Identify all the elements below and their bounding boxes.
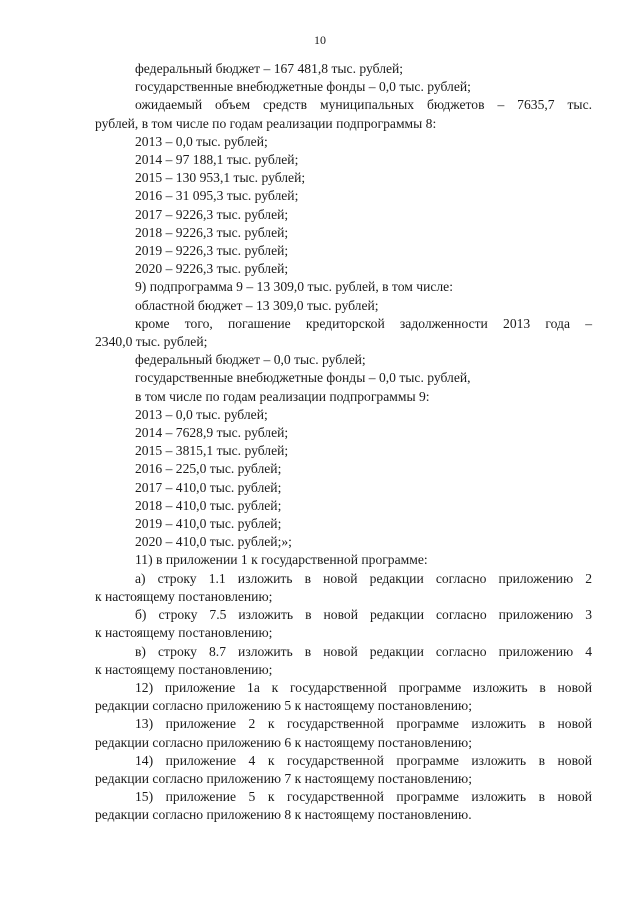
paragraph: государственные внебюджетные фонды – 0,0 тыс. рублей; — [135, 79, 471, 95]
paragraph-continuation: редакции согласно приложению 7 к настоящему постановлению; — [95, 770, 472, 786]
paragraph — [95, 96, 592, 132]
paragraph-line: б) строку 7.5 изложить в новой редакции согласно приложению 3 — [135, 607, 592, 623]
paragraph: 2019 – 410,0 тыс. рублей; — [135, 516, 282, 532]
paragraph: государственные внебюджетные фонды – 0,0 тыс. рублей, — [135, 370, 471, 386]
paragraph: 2014 – 7628,9 тыс. рублей; — [135, 425, 289, 441]
paragraph: в том числе по годам реализации подпрограммы 9: — [135, 388, 430, 404]
paragraph-continuation: 2340,0 тыс. рублей; — [95, 334, 208, 350]
paragraph-line: а) строку 1.1 изложить в новой редакции согласно приложению 2 — [135, 570, 592, 586]
paragraph: 2014 – 97 188,1 тыс. рублей; — [135, 152, 299, 168]
paragraph: федеральный бюджет – 167 481,8 тыс. рублей; — [135, 61, 404, 76]
paragraph: 2015 – 130 953,1 тыс. рублей; — [135, 170, 306, 186]
paragraph: 9) подпрограмма 9 – 13 309,0 тыс. рублей, в том числе: — [135, 279, 453, 295]
page-number: 10 — [314, 33, 326, 47]
paragraph — [95, 715, 592, 751]
paragraph: 2013 – 0,0 тыс. рублей; — [135, 133, 268, 149]
paragraph: 2018 – 410,0 тыс. рублей; — [135, 497, 282, 513]
paragraph — [95, 570, 592, 606]
paragraph — [95, 679, 592, 715]
paragraph-line: 12) приложение 1а к государственной программе изложить в новой — [135, 679, 592, 695]
paragraph-line: 14) приложение 4 к государственной программе изложить в новой — [135, 752, 592, 768]
paragraph-line: 13) приложение 2 к государственной программе изложить в новой — [135, 716, 592, 732]
paragraph-continuation: к настоящему постановлению; — [95, 588, 273, 604]
paragraph: 2016 – 31 095,3 тыс. рублей; — [135, 188, 299, 204]
paragraph-continuation: к настоящему постановлению; — [95, 625, 273, 641]
paragraph — [95, 752, 592, 788]
paragraph: 2017 – 9226,3 тыс. рублей; — [135, 206, 289, 222]
paragraph — [95, 643, 592, 679]
paragraph-line: в) строку 8.7 изложить в новой редакции согласно приложению 4 — [135, 643, 592, 659]
paragraph — [95, 315, 592, 351]
paragraph-continuation: редакции согласно приложению 5 к настоящему постановлению; — [95, 698, 472, 714]
paragraph-line: 15) приложение 5 к государственной программе изложить в новой — [135, 789, 592, 805]
paragraph: 2018 – 9226,3 тыс. рублей; — [135, 224, 289, 240]
paragraph-continuation: редакции согласно приложению 6 к настоящему постановлению; — [95, 734, 472, 750]
paragraph-continuation: рублей, в том числе по годам реализации подпрограммы 8: — [95, 115, 437, 131]
document-body — [95, 60, 592, 825]
paragraph: 2015 – 3815,1 тыс. рублей; — [135, 443, 289, 459]
paragraph-continuation: к настоящему постановлению; — [95, 661, 273, 677]
paragraph: 2017 – 410,0 тыс. рублей; — [135, 479, 282, 495]
paragraph: 2013 – 0,0 тыс. рублей; — [135, 406, 268, 422]
paragraph-line: кроме того, погашение кредиторской задолженности 2013 года – — [135, 315, 592, 331]
paragraph — [95, 788, 592, 824]
paragraph: 11) в приложении 1 к государственной программе: — [135, 552, 428, 568]
paragraph-line: ожидаемый объем средств муниципальных бюджетов – 7635,7 тыс. — [135, 97, 592, 113]
paragraph — [95, 606, 592, 642]
paragraph-continuation: редакции согласно приложению 8 к настоящему постановлению. — [95, 807, 472, 823]
paragraph: 2020 – 410,0 тыс. рублей;»; — [135, 534, 292, 550]
paragraph: 2019 – 9226,3 тыс. рублей; — [135, 243, 289, 259]
paragraph: областной бюджет – 13 309,0 тыс. рублей; — [135, 297, 379, 313]
paragraph: 2020 – 9226,3 тыс. рублей; — [135, 261, 289, 277]
paragraph: 2016 – 225,0 тыс. рублей; — [135, 461, 282, 477]
paragraph: федеральный бюджет – 0,0 тыс. рублей; — [135, 352, 366, 368]
